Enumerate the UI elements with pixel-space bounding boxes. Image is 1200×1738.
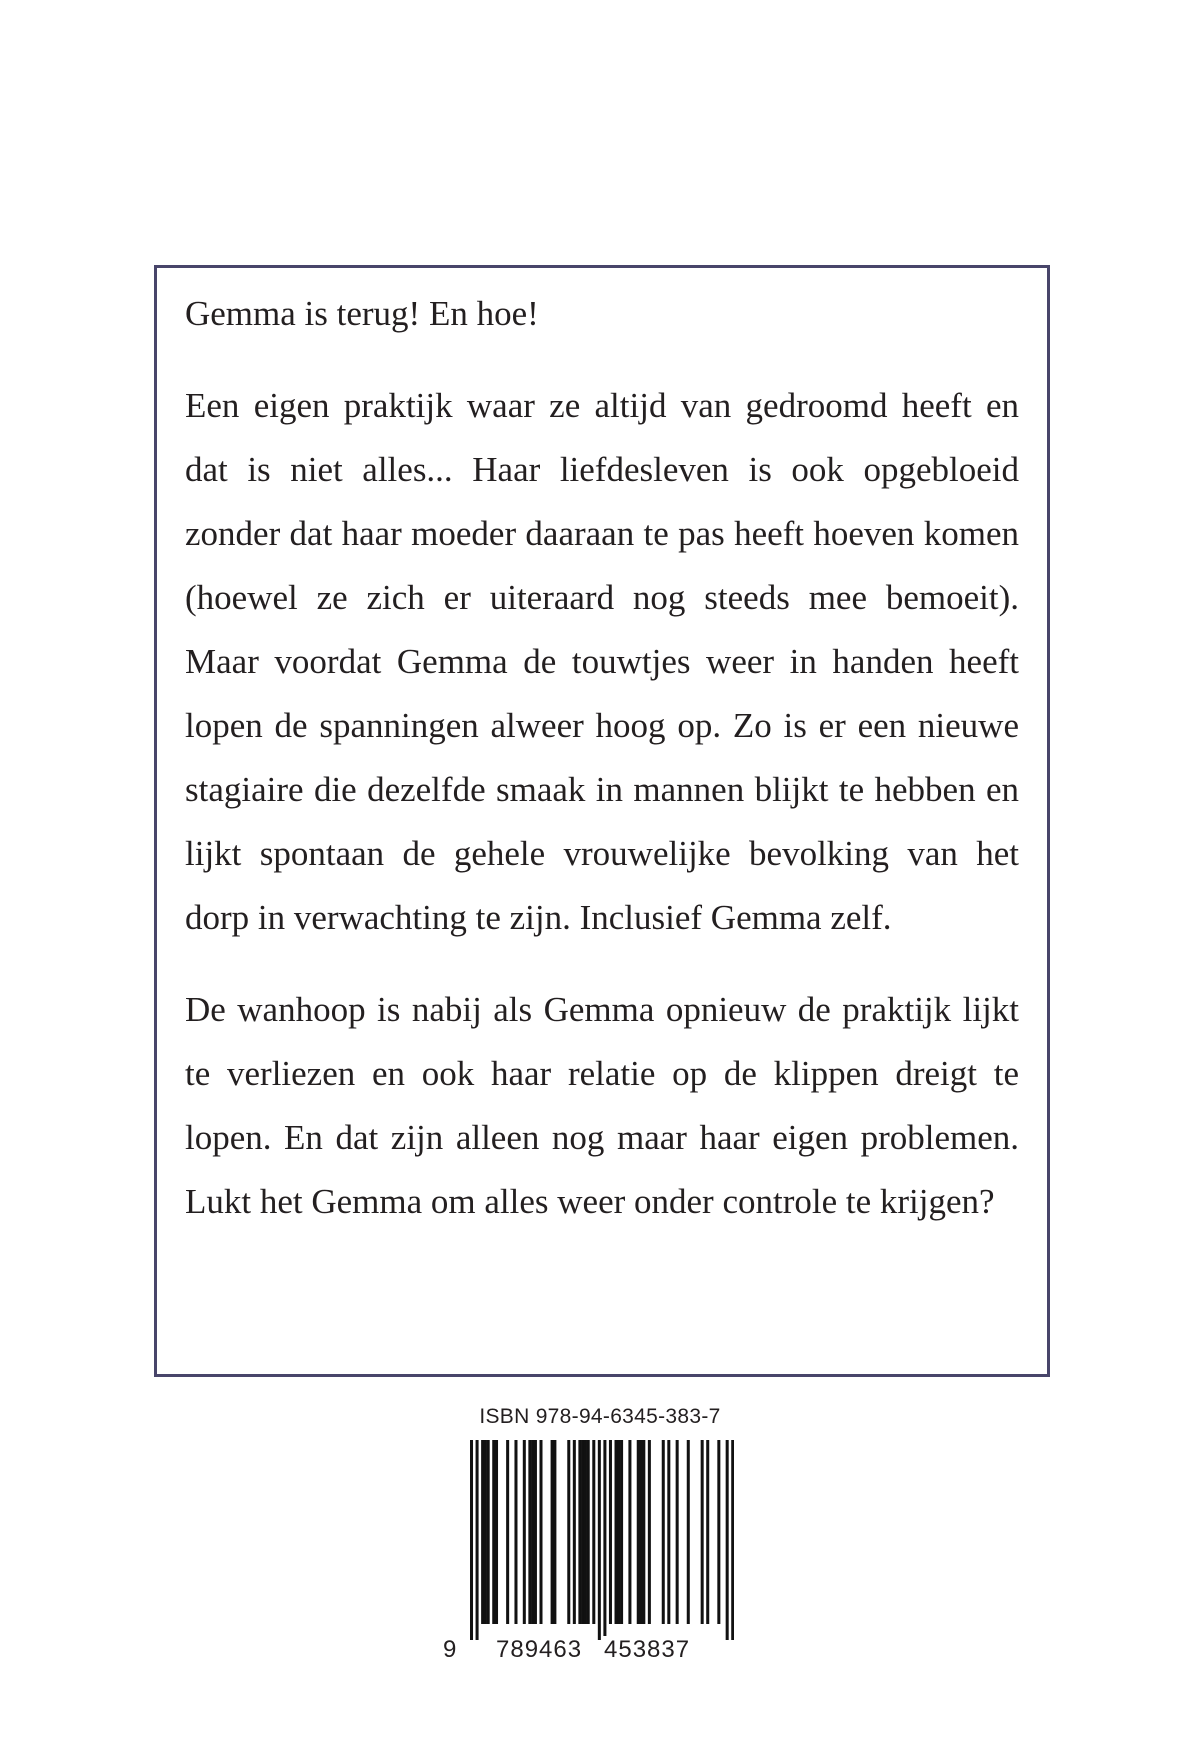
barcode-bar: [640, 1440, 643, 1624]
barcode-bar: [637, 1440, 640, 1624]
barcode-digits-right: 453837: [604, 1636, 691, 1663]
barcode-bar: [609, 1440, 612, 1624]
barcode-bar: [701, 1440, 704, 1624]
barcode-bar: [642, 1440, 645, 1624]
barcode-guard-bar: [731, 1440, 734, 1640]
barcode-bar: [662, 1440, 665, 1624]
barcode-guard-bar: [598, 1440, 601, 1640]
barcode-bar: [481, 1440, 484, 1624]
blurb-paragraph-1: Een eigen praktijk waar ze altijd van gedroomd heeft en dat is niet alles... Haar liefdesleven is ook opgebloeid zonder dat haar moeder daaraan te pas heeft hoeven komen (hoewel ze zich er uiteraard nog steeds mee bemoeit). Maar voordat Gemma de touwtjes weer in handen heeft lopen de spanningen alweer hoog op. Zo is er een nieuwe stagiaire die dezelfde smaak in mannen blijkt te hebben en lijkt spontaan de gehele vrouwelijke bevolking van het dorp in verwachting te zijn. Inclusief Gemma zelf.: [185, 386, 1019, 937]
barcode-bar: [592, 1440, 595, 1624]
barcode-bar: [706, 1440, 709, 1624]
barcode-digits-left: 789463: [496, 1636, 583, 1663]
barcode-bar: [514, 1440, 517, 1624]
barcode-bar: [567, 1440, 570, 1624]
barcode-bar: [534, 1440, 537, 1624]
barcode-bar: [687, 1440, 690, 1624]
blurb-paragraph-2: De wanhoop is nabij als Gemma opnieuw de praktijk lijkt te verliezen en ook haar relatie op de klippen dreigt te lopen. En dat zijn alleen nog maar haar eigen problemen. Lukt het Gemma om alles weer onder controle te krijgen?: [185, 990, 1019, 1221]
barcode-image: [470, 1440, 734, 1640]
barcode-guard-bar: [603, 1440, 606, 1640]
barcode-bar: [628, 1440, 631, 1624]
barcode-bar: [617, 1440, 620, 1624]
isbn-label: ISBN 978-94-6345-383-7: [479, 1405, 721, 1428]
barcode-bar: [648, 1440, 651, 1624]
barcode-bar: [551, 1440, 554, 1624]
barcode-bar: [528, 1440, 531, 1624]
barcode-bar: [584, 1440, 587, 1624]
barcode-guard-bar: [476, 1440, 479, 1640]
barcode-bar: [676, 1440, 679, 1624]
barcode-bar: [578, 1440, 581, 1624]
barcode-bar: [581, 1440, 584, 1624]
barcode-guard-bar: [726, 1440, 729, 1640]
barcode-bar: [573, 1440, 576, 1624]
barcode-bar: [487, 1440, 490, 1624]
barcode-bar: [531, 1440, 534, 1624]
barcode-bar: [667, 1440, 670, 1624]
barcode-bar: [492, 1440, 495, 1624]
barcode-bar: [587, 1440, 590, 1624]
barcode-bar: [615, 1440, 618, 1624]
blurb-box: [154, 265, 1050, 1377]
barcode-bar: [495, 1440, 498, 1624]
barcode-bar: [717, 1440, 720, 1624]
barcode-bar: [553, 1440, 556, 1624]
barcode-digit-first: 9: [443, 1636, 457, 1663]
barcode-guard-bar: [470, 1440, 473, 1640]
barcode-bar: [539, 1440, 542, 1624]
barcode-bar: [506, 1440, 509, 1624]
barcode-bar: [523, 1440, 526, 1624]
blurb-intro: Gemma is terug! En hoe!: [185, 294, 539, 333]
barcode-bar: [484, 1440, 487, 1624]
barcode-bar: [620, 1440, 623, 1624]
